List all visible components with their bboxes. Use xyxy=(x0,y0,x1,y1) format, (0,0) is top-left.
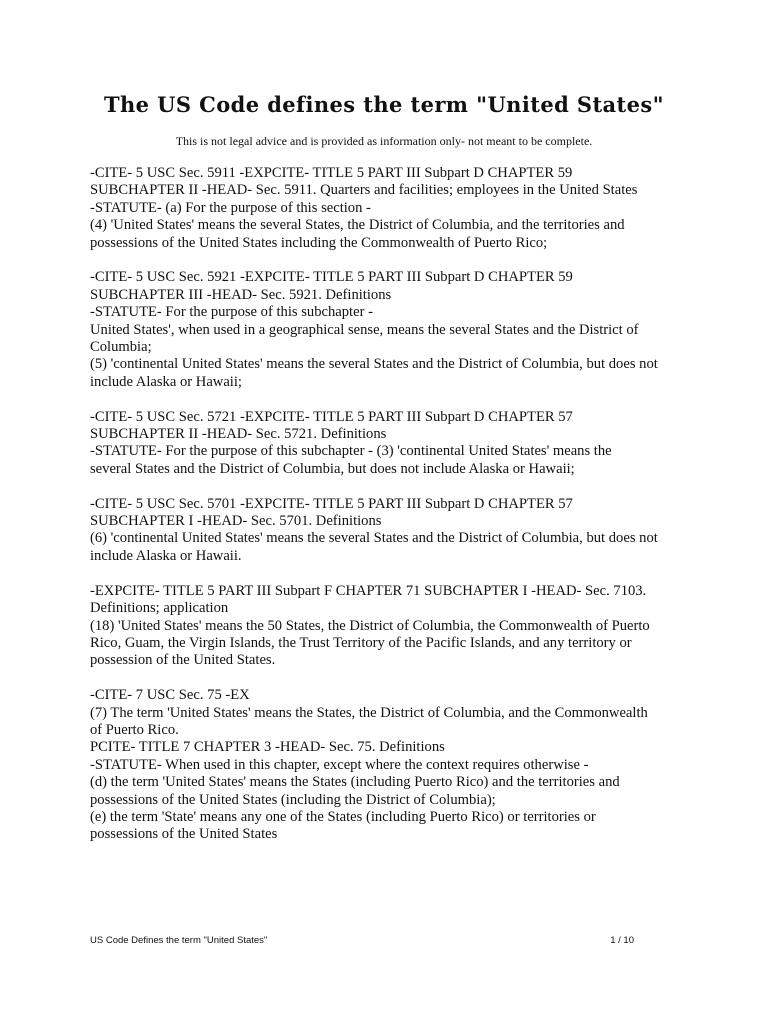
text-line: PCITE- TITLE 7 CHAPTER 3 -HEAD- Sec. 75. Definitions xyxy=(90,739,445,756)
text-line: possession of the United States. xyxy=(90,652,276,669)
text-line: -STATUTE- For the purpose of this subchapter - xyxy=(90,304,373,321)
statute-block xyxy=(90,687,690,844)
text-line: SUBCHAPTER II -HEAD- Sec. 5721. Definitions xyxy=(90,426,387,443)
statute-block xyxy=(90,583,690,670)
text-line: -CITE- 5 USC Sec. 5911 -EXPCITE- TITLE 5 PART III Subpart D CHAPTER 59 xyxy=(90,165,573,181)
text-line: (18) 'United States' means the 50 States, the District of Columbia, the Commonwealth of Puerto xyxy=(90,617,650,634)
text-line: -CITE- 5 USC Sec. 5721 -EXPCITE- TITLE 5 PART III Subpart D CHAPTER 57 xyxy=(90,408,573,425)
text-line: -STATUTE- When used in this chapter, except where the context requires otherwise - xyxy=(90,756,589,773)
text-line: -STATUTE- (a) For the purpose of this section - xyxy=(90,199,371,216)
text-line: SUBCHAPTER II -HEAD- Sec. 5911. Quarters and facilities; employees in the United States xyxy=(90,182,638,199)
text-line: include Alaska or Hawaii; xyxy=(90,373,242,390)
disclaimer: This is not legal advice and is provided as information only- not meant to be complete. xyxy=(175,134,593,148)
statute-block xyxy=(90,269,690,391)
text-line: (6) 'continental United States' means the several States and the District of Columbia, but does not xyxy=(90,530,658,547)
statute-block xyxy=(90,165,690,252)
text-line: possessions of the United States including the Commonwealth of Puerto Rico; xyxy=(90,234,548,251)
text-line: -STATUTE- For the purpose of this subchapter - (3) 'continental United States' means the xyxy=(90,443,612,460)
text-line: (7) The term 'United States' means the States, the District of Columbia, and the Commonwealth xyxy=(90,704,648,721)
text-line: of Puerto Rico. xyxy=(90,721,179,738)
text-line: Definitions; application xyxy=(90,600,229,617)
text-line: include Alaska or Hawaii. xyxy=(90,547,242,564)
text-line: -CITE- 5 USC Sec. 5701 -EXPCITE- TITLE 5 PART III Subpart D CHAPTER 57 xyxy=(90,495,573,512)
page-number: 1 / 10 xyxy=(610,935,634,946)
text-line: possessions of the United States (including the District of Columbia); xyxy=(90,791,496,808)
footer-title: US Code Defines the term "United States" xyxy=(90,935,268,946)
statute-block xyxy=(90,496,690,566)
text-line: (4) 'United States' means the several States, the District of Columbia, and the territories and xyxy=(90,217,625,234)
text-line: Rico, Guam, the Virgin Islands, the Trust Territory of the Pacific Islands, and any territory or xyxy=(90,634,632,651)
text-line: (5) 'continental United States' means the several States and the District of Columbia, but does not xyxy=(90,356,658,373)
text-line: several States and the District of Columbia, but does not include Alaska or Hawaii; xyxy=(90,460,575,477)
text-line: -CITE- 7 USC Sec. 75 -EX xyxy=(90,687,250,704)
text-line: -EXPCITE- TITLE 5 PART III Subpart F CHAPTER 71 SUBCHAPTER I -HEAD- Sec. 7103. xyxy=(90,582,647,599)
text-line: United States', when used in a geographical sense, means the several States and the District of xyxy=(90,321,639,338)
text-line: (d) the term 'United States' means the States (including Puerto Rico) and the territories and xyxy=(90,774,620,791)
statute-block xyxy=(90,409,690,479)
document-body xyxy=(90,165,690,861)
text-line: -CITE- 5 USC Sec. 5921 -EXPCITE- TITLE 5 PART III Subpart D CHAPTER 59 xyxy=(90,269,573,286)
text-line: possessions of the United States xyxy=(90,826,278,843)
text-line: SUBCHAPTER I -HEAD- Sec. 5701. Definitions xyxy=(90,513,382,530)
text-line: (e) the term 'State' means any one of the States (including Puerto Rico) or territories or xyxy=(90,808,596,825)
text-line: Columbia; xyxy=(90,339,152,356)
page-title: The US Code defines the term "United States" xyxy=(103,92,664,117)
text-line: SUBCHAPTER III -HEAD- Sec. 5921. Definitions xyxy=(90,286,392,303)
